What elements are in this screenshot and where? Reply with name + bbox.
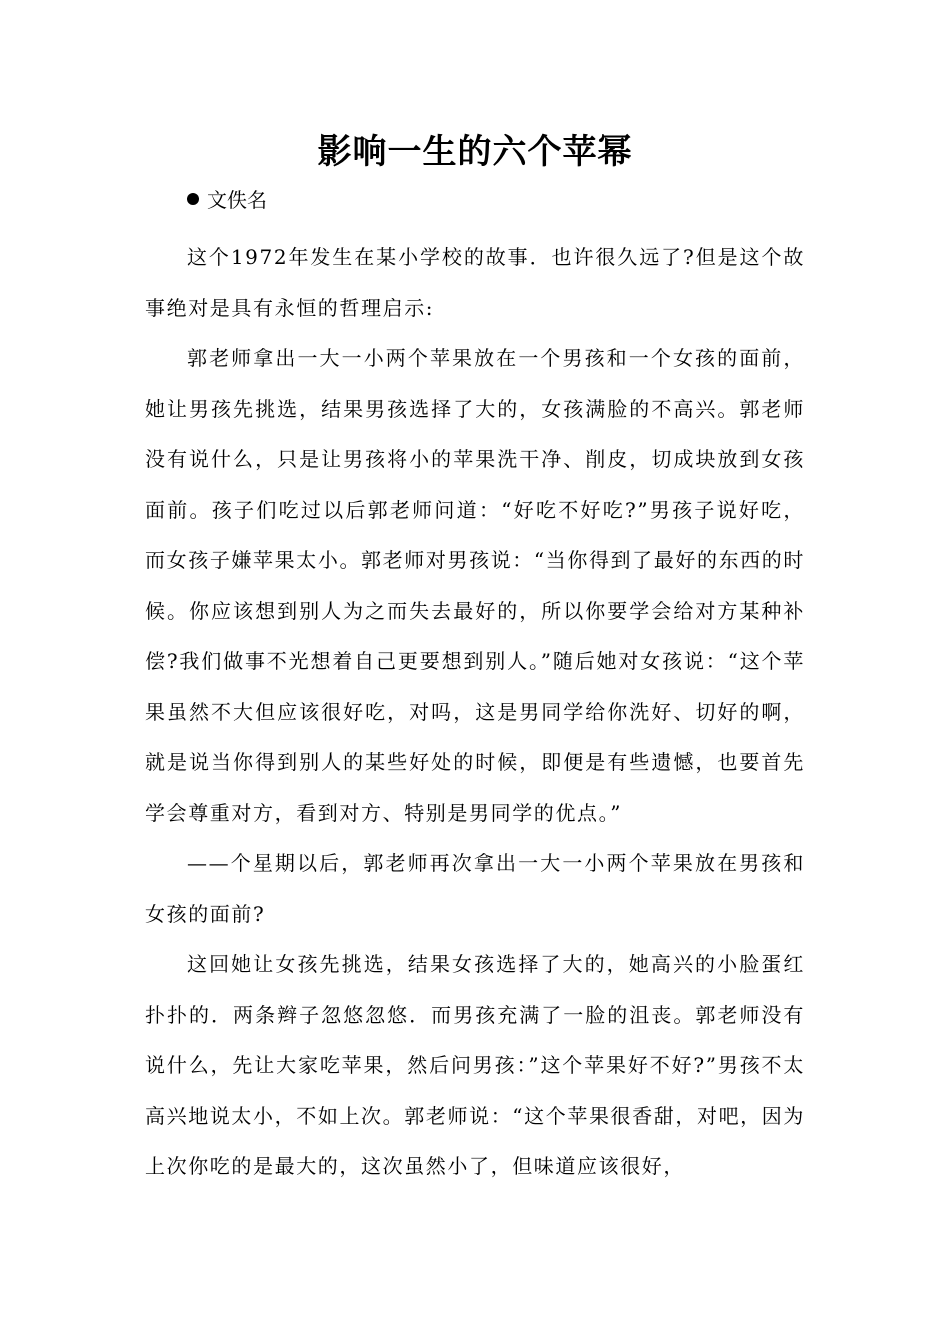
bullet-icon: [187, 193, 199, 205]
paragraph: ——个星期以后，郭老师再次拿出一大一小两个苹果放在男孩和女孩的面前?: [145, 851, 805, 926]
document-title: 影响一生的六个苹幂: [317, 132, 633, 172]
paragraph: 这回她让女孩先挑选，结果女孩选择了大的，她高兴的小脸蛋红扑扑的．两条辫子忽悠忽悠．而男孩充满了一脸的沮丧。郭老师没有说什么，先让大家吃苹果，然后问男孩：”这个苹果好不好?”男孩不太高兴地说太小，不如上次。郭老师说：“这个苹果很香甜，对吧，因为上次你吃的是最大的，这次虽然小了，但味道应该很好，: [145, 952, 805, 1178]
paragraph: 郭老师拿出一大一小两个苹果放在一个男孩和一个女孩的面前，她让男孩先挑选，结果男孩选择了大的，女孩满脸的不高兴。郭老师没有说什么，只是让男孩将小的苹果洗干净、削皮，切成块放到女孩面前。孩子们吃过以后郭老师问道：“好吃不好吃?”男孩子说好吃，而女孩子嫌苹果太小。郭老师对男孩说：“当你得到了最好的东西的时候。你应该想到别人为之而失去最好的，所以你要学会给对方某种补偿?我们做事不光想着自己更要想到别人。”随后她对女孩说：“这个苹果虽然不大但应该很好吃，对吗，这是男同学给你洗好、切好的啊，就是说当你得到别人的某些好处的时候，即便是有些遗憾，也要首先学会尊重对方，看到对方、特别是男同学的优点。”: [145, 346, 805, 825]
author-line: [187, 184, 267, 216]
author-name: 文佚名: [207, 188, 267, 212]
paragraph: 这个1972年发生在某小学校的故事．也许很久远了?但是这个故事绝对是具有永恒的哲理启示:: [145, 245, 805, 320]
document-body: [145, 232, 805, 1192]
